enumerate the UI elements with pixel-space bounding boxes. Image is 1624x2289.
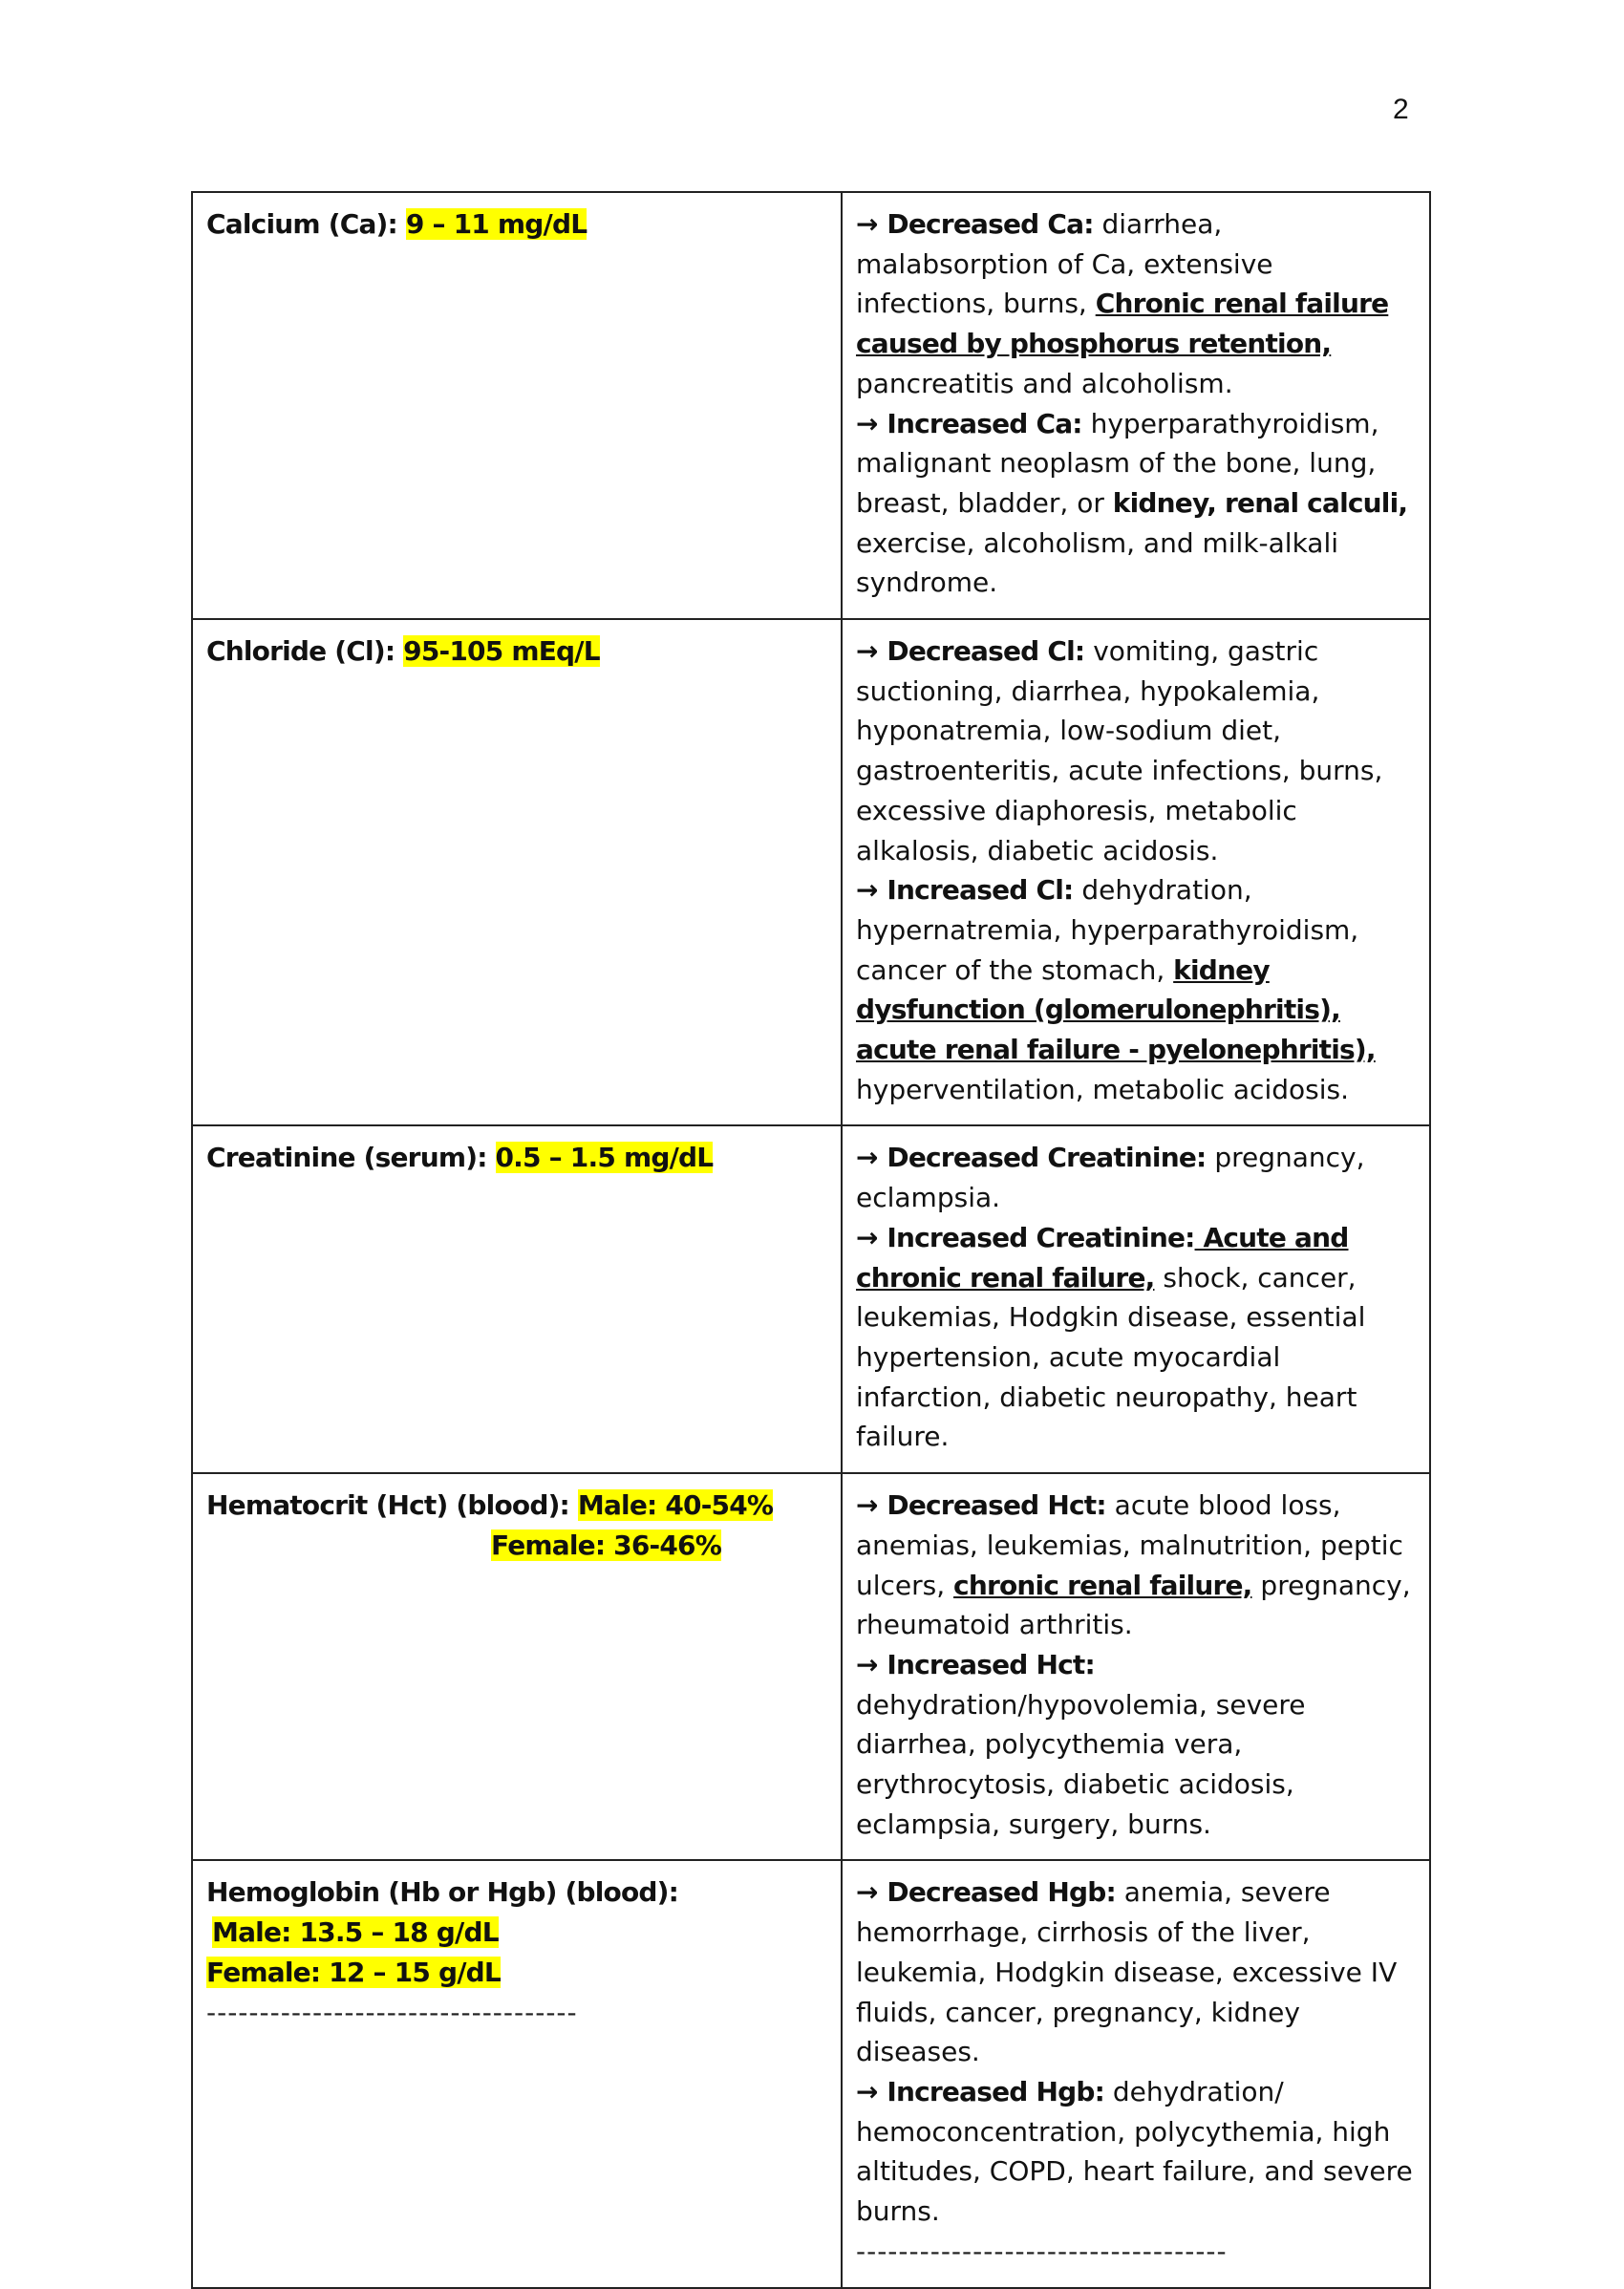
test-name-cell [192,1860,842,2288]
decreased-text: diarrhea, malabsorption of Ca, extensive infections, burns, [856,208,1273,320]
arrow-icon: → [856,1142,879,1174]
arrow-icon: → [856,1648,879,1680]
test-name: Creatinine (serum): [206,1142,487,1174]
increased-text: hyperparathyroidism, malignant neoplasm of the bone, lung, breast, bladder, or [856,407,1379,519]
increased-paragraph [856,1218,1416,1457]
increased-text: shock, cancer, leukemias, Hodgkin disease, essential hypertension, acute myocardial infarction, diabetic neuropathy, heart failure. [856,1261,1366,1453]
increased-label: Increased Hgb: [887,2075,1104,2107]
increased-emphasis: Acute and chronic renal failure, [856,1221,1349,1294]
normal-range: 95-105 mEq/L [403,635,600,668]
normal-range-female: Female: 36-46% [491,1529,721,1561]
increased-text: dehydration/ hemoconcentration, polycythemia, high altitudes, COPD, heart failure, and severe burns. [856,2075,1413,2228]
increased-paragraph [856,2072,1416,2232]
increased-paragraph [856,1645,1416,1845]
divider-line: ----------------------------------- [856,2235,1228,2267]
decreased-paragraph [856,631,1416,870]
decreased-paragraph [856,204,1416,404]
interpretation-cell [842,1125,1430,1473]
male-range-line [206,1913,827,1953]
decreased-text: acute blood loss, anemias, leukemias, malnutrition, peptic ulcers, [856,1489,1403,1601]
interpretation-cell [842,619,1430,1125]
table-row [192,1860,1430,2288]
arrow-icon: → [856,1876,879,1909]
decreased-text-cont: pregnancy, rheumatoid arthritis. [856,1569,1411,1641]
increased-paragraph [856,870,1416,1109]
interpretation-cell [842,1473,1430,1860]
arrow-icon: → [856,1489,879,1522]
arrow-icon: → [856,874,879,907]
table-row [192,1125,1430,1473]
arrow-icon: → [856,1221,879,1253]
normal-range-male: Male: 40-54% [577,1489,774,1522]
interpretation-cell [842,1860,1430,2288]
arrow-icon: → [856,407,879,439]
increased-text-cont: exercise, alcoholism, and milk-alkali syndrome. [856,526,1339,599]
increased-label: Increased Ca: [887,407,1082,439]
test-name: Hematocrit (Hct) (blood): [206,1489,569,1522]
divider-line: ----------------------------------- [206,1996,578,2028]
decreased-paragraph [856,1486,1416,1645]
test-name-line [206,1486,827,1526]
decreased-text: pregnancy, eclampsia. [856,1142,1365,1214]
test-name-cell [192,1473,842,1860]
decreased-label: Decreased Ca: [887,208,1094,240]
decreased-text: anemia, severe hemorrhage, cirrhosis of the liver, leukemia, Hodgkin disease, excessive IV fluids, cancer, pregnancy, kidney diseases. [856,1876,1398,2068]
normal-range-female: Female: 12 – 15 g/dL [206,1956,501,1988]
test-name-cell [192,192,842,619]
increased-text: dehydration/hypovolemia, severe diarrhea, polycythemia vera, erythrocytosis, diabetic acidosis, eclampsia, surgery, burns. [856,1688,1306,1840]
female-range-line [206,1953,827,1993]
increased-label: Increased Hct: [887,1648,1095,1680]
decreased-paragraph [856,1872,1416,2072]
arrow-icon: → [856,2075,879,2107]
increased-paragraph [856,404,1416,604]
normal-range: 0.5 – 1.5 mg/dL [495,1142,714,1174]
increased-text: dehydration, hypernatremia, hyperparathyroidism, cancer of the stomach, [856,874,1359,986]
test-name-cell [192,1125,842,1473]
decreased-label: Decreased Hgb: [887,1876,1116,1909]
decreased-text: vomiting, gastric suctioning, diarrhea, hypokalemia, hyponatremia, low-sodium diet, gastroenteritis, acute infections, burns, excessive diaphoresis, metabolic alkalosis, diabetic acidosis. [856,635,1383,866]
test-name: Chloride (Cl): [206,635,395,668]
decreased-emphasis: chronic renal failure, [953,1569,1252,1601]
decreased-label: Decreased Creatinine: [887,1142,1207,1174]
test-name: Hemoglobin (Hb or Hgb) (blood): [206,1876,679,1909]
normal-range-male: Male: 13.5 – 18 g/dL [212,1916,499,1949]
arrow-icon: → [856,208,879,240]
test-name-cell [192,619,842,1125]
increased-text-cont: hyperventilation, metabolic acidosis. [856,1073,1349,1105]
test-name: Calcium (Ca): [206,208,397,240]
lab-values-table [191,191,1431,2289]
decreased-label: Decreased Cl: [887,635,1085,668]
normal-range: 9 – 11 mg/dL [405,208,588,240]
increased-label: Increased Creatinine: [887,1221,1195,1253]
table-row [192,192,1430,619]
interpretation-cell [842,192,1430,619]
table-row [192,619,1430,1125]
increased-emphasis: kidney dysfunction (glomerulonephritis), acute renal failure - pyelonephritis), [856,953,1376,1066]
decreased-text-cont: pancreatitis and alcoholism. [856,367,1233,399]
page-number: 2 [1393,94,1409,125]
arrow-icon: → [856,635,879,668]
decreased-emphasis: Chronic renal failure caused by phosphorus retention, [856,288,1389,360]
female-range-line [206,1526,827,1566]
table-row [192,1473,1430,1860]
decreased-label: Decreased Hct: [887,1489,1106,1522]
increased-emphasis: kidney, renal calculi, [1112,486,1408,519]
decreased-paragraph [856,1138,1416,1217]
increased-label: Increased Cl: [887,874,1074,907]
